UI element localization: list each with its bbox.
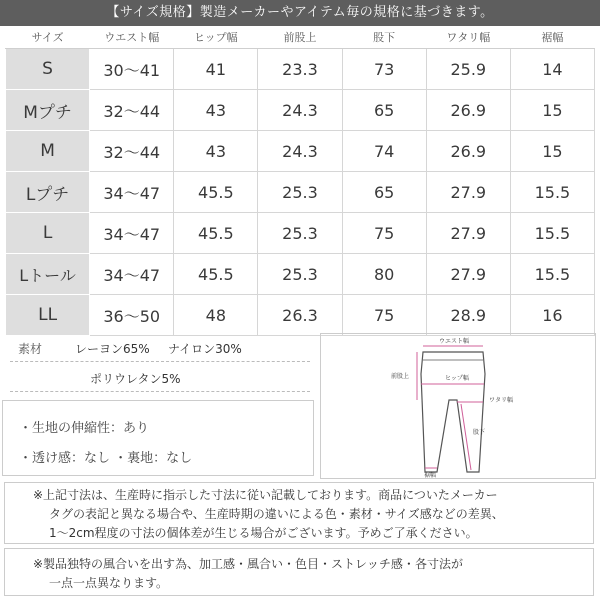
- texture-line-1: ※製品独特の風合いを出す為、加工感・風合い・色目・ストレッチ感・各寸法が: [33, 557, 463, 571]
- header-hem: 裾幅: [510, 26, 594, 49]
- hip-value: 41: [174, 49, 258, 90]
- table-row: [6, 90, 595, 131]
- header-hip: ヒップ幅: [174, 26, 258, 49]
- table-row: [6, 295, 595, 336]
- inseam-value: 80: [342, 254, 426, 295]
- hip-value: 43: [174, 90, 258, 131]
- hem-value: 15: [510, 131, 594, 172]
- dimension-disclaimer: [4, 482, 594, 544]
- material-rayon: レーヨン65%: [75, 342, 150, 356]
- fabric-properties-box: [2, 400, 314, 476]
- hem-value: 15: [510, 90, 594, 131]
- waist-value: 32〜44: [90, 131, 174, 172]
- front-rise-value: 24.3: [258, 90, 342, 131]
- header-front-rise: 前股上: [258, 26, 342, 49]
- size-label: L: [6, 213, 90, 254]
- hem-value: 15.5: [510, 172, 594, 213]
- disclaimer-line-2: タグの表記と異なる場合や、生産時期の違いによる色・素材・サイズ感などの差異、: [49, 507, 504, 521]
- thigh-value: 27.9: [426, 254, 510, 295]
- thigh-value: 26.9: [426, 90, 510, 131]
- size-spec-banner: 【サイズ規格】製造メーカーやアイテム毎の規格に基づきます。: [0, 0, 600, 26]
- measurement-diagram: [320, 333, 596, 479]
- waist-value: 34〜47: [90, 213, 174, 254]
- hip-value: 45.5: [174, 172, 258, 213]
- hem-value: 15.5: [510, 254, 594, 295]
- size-label: S: [6, 49, 90, 90]
- table-row: [6, 213, 595, 254]
- header-size: サイズ: [6, 26, 90, 49]
- waist-value: 34〜47: [90, 254, 174, 295]
- size-label: Lトール: [6, 254, 90, 295]
- hem-value: 14: [510, 49, 594, 90]
- table-row: [6, 131, 595, 172]
- header-inseam: 股下: [342, 26, 426, 49]
- thigh-value: 28.9: [426, 295, 510, 336]
- header-thigh: ワタリ幅: [426, 26, 510, 49]
- table-row: [6, 254, 595, 295]
- rise-diagram-label: 前股上: [391, 373, 410, 380]
- size-label: M: [6, 131, 90, 172]
- header-waist: ウエスト幅: [90, 26, 174, 49]
- inseam-value: 65: [342, 90, 426, 131]
- front-rise-value: 25.3: [258, 254, 342, 295]
- texture-disclaimer: [4, 548, 594, 596]
- pants-outline-icon: [421, 352, 485, 472]
- front-rise-value: 23.3: [258, 49, 342, 90]
- stretch-property: ・生地の伸縮性：あり: [19, 421, 150, 436]
- waist-value: 32〜44: [90, 90, 174, 131]
- front-rise-value: 25.3: [258, 172, 342, 213]
- hip-value: 48: [174, 295, 258, 336]
- pants-diagram: [321, 334, 595, 478]
- thigh-value: 27.9: [426, 172, 510, 213]
- size-label: Lプチ: [6, 172, 90, 213]
- hem-value: 15.5: [510, 213, 594, 254]
- size-table: [5, 26, 595, 336]
- inseam-value: 74: [342, 131, 426, 172]
- size-table-header-row: [6, 26, 595, 49]
- disclaimer-line-1: ※上記寸法は、生産時に指示した寸法に従い記載しております。商品についたメーカー: [33, 488, 498, 502]
- waist-diagram-label: ウエスト幅: [439, 338, 470, 345]
- material-divider: [10, 361, 310, 362]
- front-rise-value: 26.3: [258, 295, 342, 336]
- table-row: [6, 172, 595, 213]
- size-label: Mプチ: [6, 90, 90, 131]
- waist-value: 36〜50: [90, 295, 174, 336]
- hip-value: 45.5: [174, 254, 258, 295]
- inseam-diagram-label: 股下: [473, 429, 486, 436]
- size-label: LL: [6, 295, 90, 336]
- inseam-value: 75: [342, 295, 426, 336]
- hip-value: 43: [174, 131, 258, 172]
- inseam-value: 65: [342, 172, 426, 213]
- thigh-value: 26.9: [426, 131, 510, 172]
- waist-value: 34〜47: [90, 172, 174, 213]
- hip-diagram-label: ヒップ幅: [445, 375, 469, 382]
- material-divider: [10, 391, 310, 392]
- material-nylon: ナイロン30%: [168, 342, 242, 356]
- hem-value: 16: [510, 295, 594, 336]
- waist-value: 30〜41: [90, 49, 174, 90]
- sheer-lining-property: ・透け感：なし ・裏地：なし: [19, 451, 193, 466]
- thigh-value: 25.9: [426, 49, 510, 90]
- thigh-diagram-label: ワタリ幅: [489, 397, 513, 404]
- thigh-value: 27.9: [426, 213, 510, 254]
- material-label: 素材: [18, 342, 43, 356]
- front-rise-value: 24.3: [258, 131, 342, 172]
- hem-diagram-label: 裾幅: [424, 472, 437, 478]
- disclaimer-line-3: 1〜2cm程度の寸法の個体差が生じる場合がございます。予めご了承ください。: [49, 526, 478, 540]
- inseam-value: 73: [342, 49, 426, 90]
- texture-line-2: 一点一点異なります。: [49, 576, 169, 590]
- front-rise-value: 25.3: [258, 213, 342, 254]
- inseam-value: 75: [342, 213, 426, 254]
- table-row: [6, 49, 595, 90]
- hip-value: 45.5: [174, 213, 258, 254]
- material-polyurethane: ポリウレタン5%: [90, 372, 181, 386]
